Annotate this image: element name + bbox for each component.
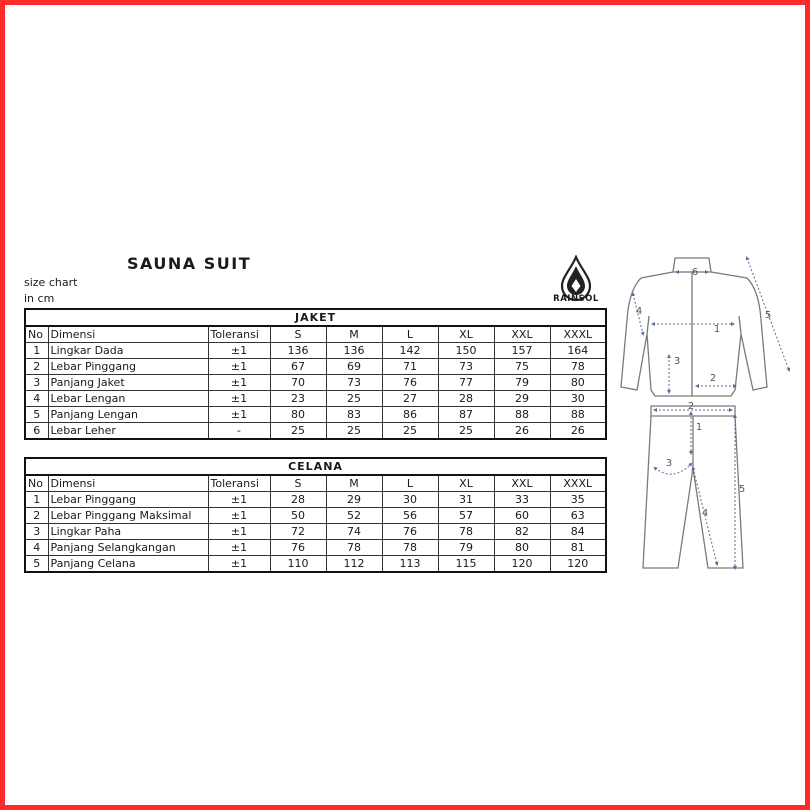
table-cell: 75 [494,359,550,375]
table-row [25,540,606,556]
table-cell: 120 [550,556,606,573]
table-cell: 50 [270,508,326,524]
table-cell: ±1 [208,391,270,407]
jacket-marker-5: 5 [764,310,772,321]
pants-marker-2: 2 [687,401,695,412]
table-cell: 25 [438,423,494,440]
table-cell: 57 [438,508,494,524]
table-cell: 63 [550,508,606,524]
table-cell: Lebar Pinggang [48,359,208,375]
column-header: S [270,475,326,492]
table-cell: 2 [25,508,48,524]
table-cell: Panjang Celana [48,556,208,573]
table-row [25,391,606,407]
pants-outline [643,406,746,568]
table-cell: 69 [326,359,382,375]
table-cell: Lingkar Paha [48,524,208,540]
table-cell: 31 [438,492,494,508]
table-cell: 76 [270,540,326,556]
table-cell: 67 [270,359,326,375]
jacket-outline [621,258,767,396]
table-row [25,492,606,508]
table-cell: 26 [550,423,606,440]
measurement-lines [633,258,789,568]
table-cell: ±1 [208,524,270,540]
table-cell: 29 [494,391,550,407]
table-cell: ±1 [208,375,270,391]
table-cell: 26 [494,423,550,440]
jacket-marker-2: 2 [709,373,717,384]
table-cell: 2 [25,359,48,375]
table-cell: 35 [550,492,606,508]
table-cell: 80 [494,540,550,556]
table-row [25,359,606,375]
table-cell: 80 [270,407,326,423]
column-header: Dimensi [48,326,208,343]
column-header: M [326,475,382,492]
table-cell: 88 [494,407,550,423]
jacket-marker-3: 3 [673,356,681,367]
table-cell: 78 [438,524,494,540]
page-title: SAUNA SUIT [127,254,252,273]
table-row [25,375,606,391]
table-cell: ±1 [208,359,270,375]
table-cell: 71 [382,359,438,375]
table-cell: 27 [382,391,438,407]
table-cell: 83 [326,407,382,423]
table-cell: 1 [25,492,48,508]
table-cell: ±1 [208,508,270,524]
table-cell: 78 [550,359,606,375]
table-cell: Panjang Selangkangan [48,540,208,556]
jacket-marker-6: 6 [691,267,699,278]
table-cell: 3 [25,375,48,391]
table-cell: 78 [382,540,438,556]
column-header: XL [438,326,494,343]
table-cell: 4 [25,540,48,556]
table-cell: 164 [550,343,606,359]
pants-marker-1: 1 [695,422,703,433]
pants-marker-5: 5 [738,484,746,495]
table-cell: 79 [494,375,550,391]
table-cell: 6 [25,423,48,440]
column-header: XXL [494,475,550,492]
table-cell: 84 [550,524,606,540]
column-header: L [382,326,438,343]
table-cell: 60 [494,508,550,524]
table-cell: 82 [494,524,550,540]
table-cell: 25 [382,423,438,440]
table-cell: Lebar Pinggang [48,492,208,508]
column-header: L [382,475,438,492]
jacket-size-table [24,308,607,440]
table-cell: 1 [25,343,48,359]
table-row [25,556,606,573]
table-cell: ±1 [208,556,270,573]
pants-column-header-row [25,475,606,492]
table-cell: 74 [326,524,382,540]
column-header: M [326,326,382,343]
table-cell: 23 [270,391,326,407]
table-cell: 56 [382,508,438,524]
column-header: No [25,326,48,343]
table-cell: Lebar Lengan [48,391,208,407]
table-cell: 142 [382,343,438,359]
table-cell: ±1 [208,343,270,359]
table-cell: 25 [326,391,382,407]
column-header: XXXL [550,475,606,492]
garment-measurement-diagram [613,250,793,575]
table-cell: 88 [550,407,606,423]
table-cell: 5 [25,556,48,573]
column-header: Toleransi [208,326,270,343]
brand-name: RAINSOL [553,294,599,304]
table-cell: 79 [438,540,494,556]
table-cell: 120 [494,556,550,573]
pants-marker-3: 3 [665,458,673,469]
table-cell: 150 [438,343,494,359]
table-cell: 86 [382,407,438,423]
table-cell: 136 [270,343,326,359]
table-row [25,407,606,423]
pants-marker-4: 4 [701,508,709,519]
column-header: No [25,475,48,492]
column-header: Dimensi [48,475,208,492]
jacket-column-header-row [25,326,606,343]
table-row [25,508,606,524]
table-cell: 28 [270,492,326,508]
table-cell: Lebar Leher [48,423,208,440]
table-cell: ±1 [208,492,270,508]
table-row [25,423,606,440]
table-cell: 30 [382,492,438,508]
subtitle-size-chart: size chart [24,276,78,289]
table-cell: 87 [438,407,494,423]
table-cell: 157 [494,343,550,359]
table-row [25,524,606,540]
table-cell: 78 [326,540,382,556]
table-cell: 29 [326,492,382,508]
table-cell: 76 [382,375,438,391]
jacket-heading: JAKET [25,309,606,326]
table-cell: 80 [550,375,606,391]
table-cell: ±1 [208,407,270,423]
jacket-marker-1: 1 [713,324,721,335]
table-cell: 5 [25,407,48,423]
pants-heading: CELANA [25,458,606,475]
table-cell: Panjang Lengan [48,407,208,423]
column-header: XXXL [550,326,606,343]
table-cell: 70 [270,375,326,391]
table-cell: 25 [326,423,382,440]
table-cell: - [208,423,270,440]
table-cell: 76 [382,524,438,540]
table-cell: 72 [270,524,326,540]
table-row [25,343,606,359]
table-cell: 33 [494,492,550,508]
subtitle-unit: in cm [24,292,55,305]
column-header: XL [438,475,494,492]
column-header: S [270,326,326,343]
table-cell: 81 [550,540,606,556]
jacket-marker-4: 4 [635,306,643,317]
table-cell: 3 [25,524,48,540]
column-header: Toleransi [208,475,270,492]
table-cell: 112 [326,556,382,573]
table-cell: 73 [326,375,382,391]
table-cell: 115 [438,556,494,573]
table-cell: Lingkar Dada [48,343,208,359]
table-cell: 113 [382,556,438,573]
pants-heading-row [25,458,606,475]
table-cell: 30 [550,391,606,407]
table-cell: ±1 [208,540,270,556]
table-cell: 4 [25,391,48,407]
table-cell: 77 [438,375,494,391]
table-cell: 73 [438,359,494,375]
table-cell: 52 [326,508,382,524]
jacket-heading-row [25,309,606,326]
table-cell: Lebar Pinggang Maksimal [48,508,208,524]
table-cell: 136 [326,343,382,359]
table-cell: Panjang Jaket [48,375,208,391]
table-cell: 25 [270,423,326,440]
table-cell: 110 [270,556,326,573]
column-header: XXL [494,326,550,343]
pants-size-table [24,457,607,573]
table-cell: 28 [438,391,494,407]
